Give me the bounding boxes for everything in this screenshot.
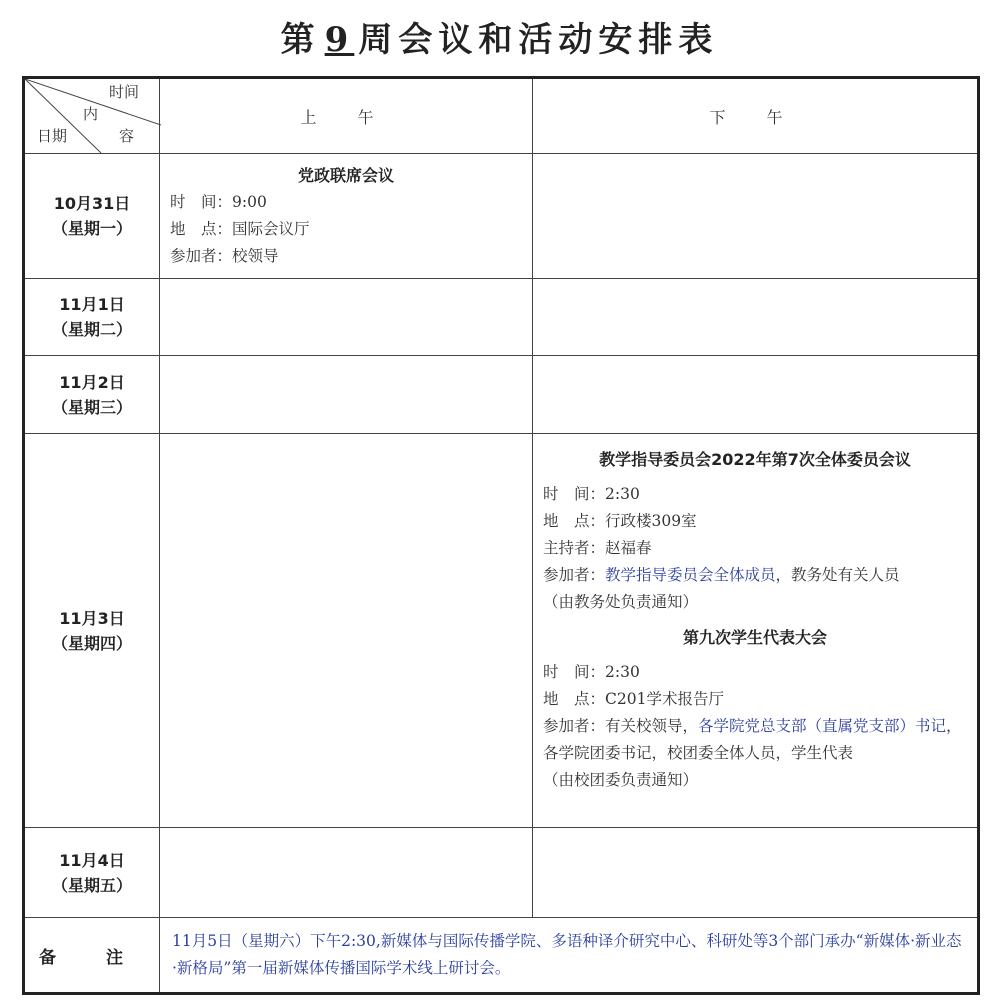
- event-time: 时 间：9:00: [170, 193, 267, 211]
- date-cell: [24, 434, 160, 828]
- participants-highlight: 教学指导委员会全体成员: [605, 566, 776, 584]
- event-place: 地 点：行政楼309室: [543, 512, 697, 530]
- event-title: 第九次学生代表大会: [682, 628, 827, 647]
- weekday-label: （星期五）: [51, 875, 132, 895]
- weekday-label: （星期三）: [51, 397, 132, 417]
- table-row: [24, 154, 979, 279]
- table-row: [24, 434, 979, 828]
- event-notice: （由校团委负责通知）: [543, 771, 699, 789]
- date-label: 11月1日: [59, 295, 125, 314]
- header-afternoon: 下 午: [533, 78, 979, 154]
- morning-cell: [160, 828, 533, 918]
- participants-prefix: 参加者：: [543, 566, 606, 584]
- remarks-text: 11月5日（星期六）下午2:30,新媒体与国际传播学院、多语种译介研究中心、科研处等3个部门承办“新媒体·新业态·新格局”第一届新媒体传播国际学术线上研讨会。: [160, 918, 979, 994]
- date-cell: [24, 154, 160, 279]
- title-suffix: 周会议和活动安排表: [358, 20, 719, 60]
- event-host: 主持者：赵福春: [543, 539, 652, 557]
- morning-cell: [160, 434, 533, 828]
- afternoon-cell: [533, 154, 979, 279]
- event-time: 时 间：2:30: [543, 663, 640, 681]
- participants-rest: ，各学院团委书记，校团委全体人员，学生代表: [543, 717, 962, 762]
- event-title: 教学指导委员会2022年第7次全体委员会议: [599, 450, 911, 469]
- schedule-table: [22, 76, 980, 995]
- afternoon-cell: [533, 434, 979, 828]
- remarks-label: 备 注: [24, 918, 160, 994]
- date-label: 11月3日: [59, 608, 125, 628]
- event-notice: （由教务处负责通知）: [543, 593, 699, 611]
- event-participants: 参加者：校领导: [170, 247, 279, 265]
- header-morning: 上 午: [160, 78, 533, 154]
- corner-label-date: 日期: [37, 127, 68, 145]
- table-row: [24, 356, 979, 434]
- corner-cell: [24, 78, 160, 154]
- date-cell: [24, 828, 160, 918]
- participants-rest: ，教务处有关人员: [775, 566, 900, 584]
- corner-label-content-1: 内: [83, 105, 99, 123]
- table-row: [24, 279, 979, 356]
- participants-highlight: 各学院党总支部（直属党支部）书记: [698, 717, 947, 735]
- morning-cell: [160, 279, 533, 356]
- event-participants: [543, 562, 967, 589]
- event-participants: [543, 713, 967, 767]
- remarks-row: [24, 918, 979, 994]
- title-week-number: 9: [324, 20, 355, 60]
- corner-label-content-2: 容: [119, 127, 135, 145]
- corner-label-time: 时间: [109, 83, 140, 101]
- date-label: 10月31日: [53, 194, 131, 213]
- event-place: 地 点：C201学术报告厅: [543, 690, 724, 708]
- morning-cell: [160, 154, 533, 279]
- event-place: 地 点：国际会议厅: [170, 220, 310, 238]
- date-cell: [24, 356, 160, 434]
- title-prefix: 第: [280, 20, 321, 60]
- header-row: [24, 78, 979, 154]
- table-row: [24, 828, 979, 918]
- page-title: [0, 10, 999, 70]
- afternoon-cell: [533, 356, 979, 434]
- participants-prefix: 参加者：有关校领导，: [543, 717, 699, 735]
- date-cell: [24, 279, 160, 356]
- morning-cell: [160, 356, 533, 434]
- weekday-label: （星期二）: [51, 320, 132, 339]
- afternoon-cell: [533, 828, 979, 918]
- weekday-label: （星期一）: [51, 219, 132, 238]
- date-label: 11月4日: [59, 850, 125, 870]
- event-time: 时 间：2:30: [543, 485, 640, 503]
- event-title: 党政联席会议: [297, 166, 394, 185]
- date-label: 11月2日: [59, 372, 125, 392]
- afternoon-cell: [533, 279, 979, 356]
- weekday-label: （星期四）: [51, 633, 132, 653]
